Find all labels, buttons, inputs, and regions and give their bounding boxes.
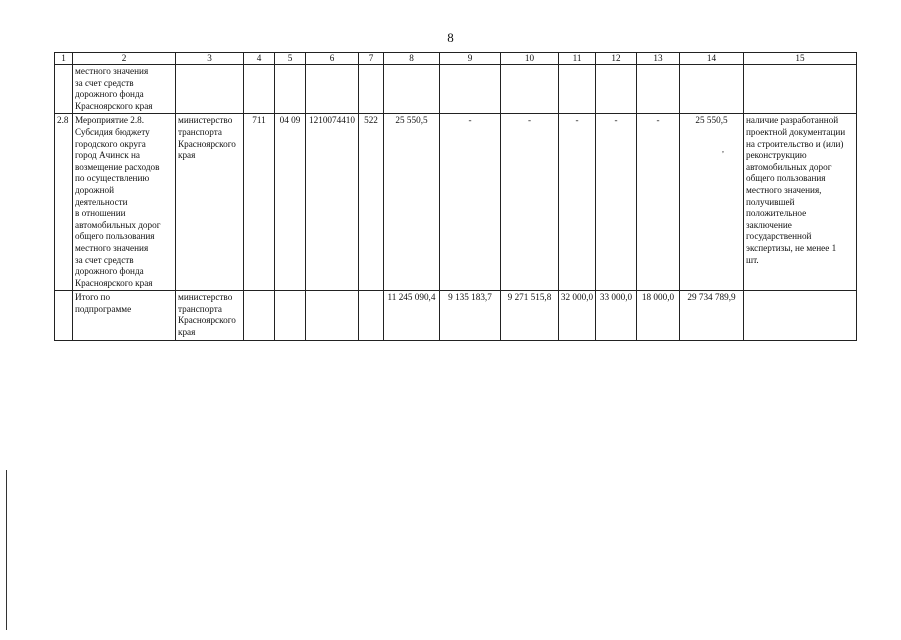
header-cell: 2 [73,53,176,65]
cell-total-9: 9 135 183,7 [440,291,501,340]
cell-csr: 1210074410 [306,114,359,291]
cell-value-9: - [440,114,501,291]
table-row-total [55,291,857,340]
header-cell: 14 [680,53,744,65]
header-cell: 13 [637,53,680,65]
cell-number: 2.8 [55,114,73,291]
header-cell: 7 [359,53,384,65]
budget-table [54,52,857,341]
header-cell: 6 [306,53,359,65]
cell-value-10: - [501,114,559,291]
header-cell: 3 [176,53,244,65]
cell-total-13: 18 000,0 [637,291,680,340]
table-row-2-8 [55,114,857,291]
stray-mark: , [722,145,724,154]
header-row [55,53,857,65]
header-cell: 9 [440,53,501,65]
header-cell: 15 [744,53,857,65]
cell-description: местного значения за счет средств дорожного фонда Красноярского края [73,65,176,114]
cell-total-10: 9 271 515,8 [501,291,559,340]
scan-margin-line [6,470,7,630]
cell-value-13: - [637,114,680,291]
page-number: 8 [447,30,454,45]
cell-total-label: Итого по подпрограмме [73,291,176,340]
cell-administrator: министерство транспорта Красноярского края [176,291,244,340]
header-cell: 4 [244,53,275,65]
cell-result: наличие разработанной проектной документации на строительство и (или) реконструкцию автомобильных дорог общего пользования местного значения, получившей положительное заключение государственной экспертизы, не менее 1 шт. [744,114,857,291]
table-row-continued [55,65,857,114]
cell-value-12: - [596,114,637,291]
header-cell: 8 [384,53,440,65]
cell-administrator: министерство транспорта Красноярского края [176,114,244,291]
cell-rzpr: 04 09 [275,114,306,291]
cell-total-11: 32 000,0 [559,291,596,340]
cell-grbs: 711 [244,114,275,291]
header-cell: 5 [275,53,306,65]
cell-total-12: 33 000,0 [596,291,637,340]
cell-value-11: - [559,114,596,291]
cell-value-14: 25 550,5 [680,114,744,291]
header-cell: 1 [55,53,73,65]
header-cell: 11 [559,53,596,65]
cell-vr: 522 [359,114,384,291]
cell-total-8: 11 245 090,4 [384,291,440,340]
cell-value-8: 25 550,5 [384,114,440,291]
cell-total-14: 29 734 789,9 [680,291,744,340]
header-cell: 12 [596,53,637,65]
header-cell: 10 [501,53,559,65]
cell-description: Мероприятие 2.8. Субсидия бюджету городского округа город Ачинск на возмещение расходов по осуществлению дорожной деятельности в отношении автомобильных дорог общего пользования местного значения за счет средств дорожного фонда Красноярского края [73,114,176,291]
